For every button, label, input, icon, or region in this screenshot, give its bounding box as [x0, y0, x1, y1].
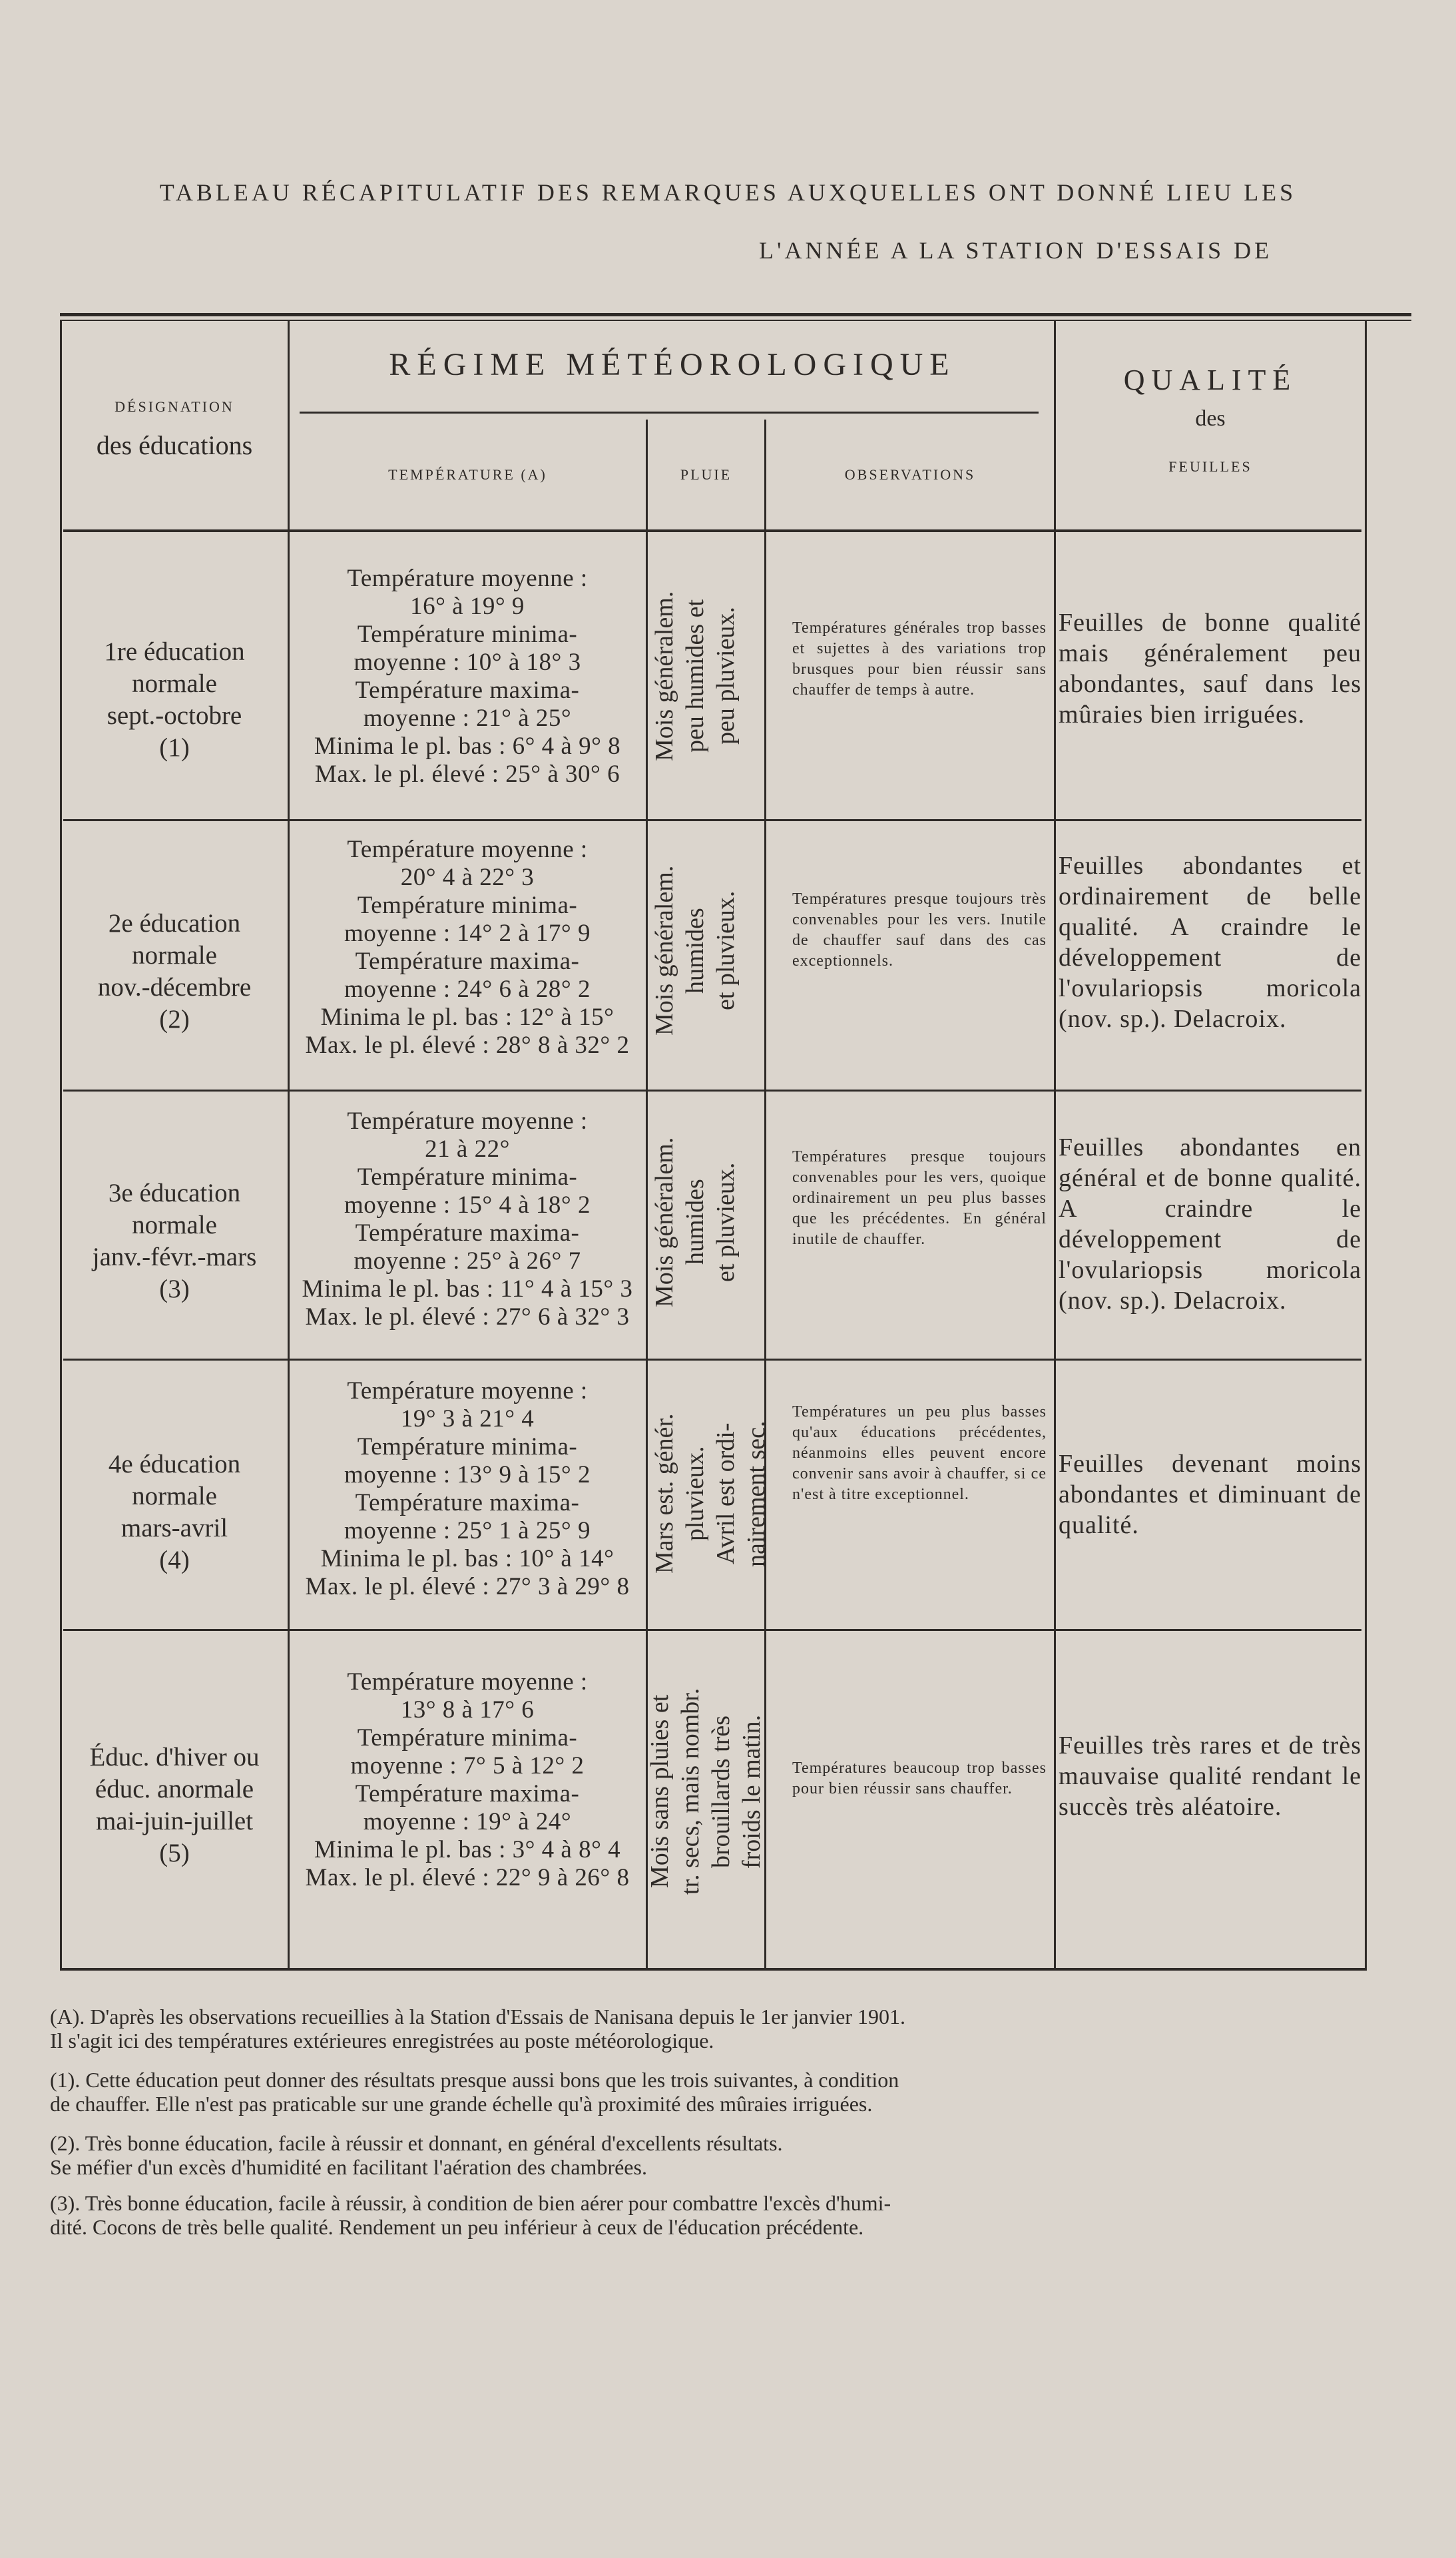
row-2-designation: 2e éducation normale nov.-décembre (2) [97, 909, 252, 1034]
row-5-designation: Éduc. d'hiver ou éduc. anormale mai-juin-juillet (5) [89, 1743, 260, 1867]
header-temperature: TEMPÉRATURE (A) [388, 466, 547, 483]
header-regime: RÉGIME MÉTÉOROLOGIQUE [389, 347, 956, 382]
table-right-border [1365, 321, 1367, 1969]
row-4-designation: 4e éducation normale mars-avril (4) [108, 1450, 241, 1574]
row-2-observations: Températures presque toujours très convenables pour les vers. Inutile de chauffer sauf dans des cas exceptionnels. [792, 890, 1047, 970]
col-sep-designation [288, 321, 290, 1968]
row-1-observations: Températures générales trop basses et sujettes à des variations trop brusques pour bien réussir sans chauffer de temps à autre. [792, 619, 1047, 699]
header-designation-top: DÉSIGNATION [115, 398, 234, 415]
row-5-observations: Températures beaucoup trop basses pour bien réussir sans chauffer. [792, 1759, 1047, 1797]
row-1-qualite: Feuilles de bonne qualité mais généralement peu abondantes, sauf dans les mûraies bien irriguées. [1059, 609, 1361, 729]
header-observations: OBSERVATIONS [844, 466, 976, 483]
header-qualite: QUALITÉ [1123, 364, 1298, 396]
header-designation-bottom: des éducations [96, 430, 253, 460]
row-3-qualite: Feuilles abondantes en général et de bonne qualité. A craindre le développement de l'ovulariopsis moricola (nov. sp.). Delacroix. [1059, 1133, 1361, 1315]
header-pluie: PLUIE [680, 466, 732, 483]
footnote-1: (1). Cette éducation peut donner des résultats presque aussi bons que les trois suivantes, à condition de chauffer. Elle n'est pas praticable sur une grande échelle qu'à proximité des mûraies irriguées. [50, 2068, 899, 2116]
footnote-a: (A). D'après les observations recueillies à la Station d'Essais de Nanisana depuis le 1er janvier 1901. Il s'agit ici des températures extérieures enregistrées au poste météorologique. [50, 2005, 905, 2053]
row-5-qualite: Feuilles très rares et de très mauvaise qualité rendant le succès très aléatoire. [1059, 1732, 1361, 1821]
table-bottom-rule [60, 1968, 1367, 1971]
row-sep-1 [63, 819, 1361, 821]
footnote-3: (3). Très bonne éducation, facile à réussir, à condition de bien aérer pour combattre l'excès d'humi- dité. Cocons de très belle qualité. Rendement un peu inférieur à ceux de l'éducation précédente. [50, 2191, 891, 2239]
row-3-designation: 3e éducation normale janv.-févr.-mars (3) [92, 1179, 257, 1303]
col-sep-observations [1054, 321, 1056, 1968]
row-5-temperature: Température moyenne : 13° 8 à 17° 6 Température minima- moyenne : 7° 5 à 12° 2 Température maxima- moyenne : 19° à 24° Minima le pl. bas : 3° 4 à 8° 4 Max. le pl. élevé : 22° 9 à 26° 8 [305, 1668, 630, 1891]
row-sep-3 [63, 1359, 1361, 1361]
row-3-temperature: Température moyenne : 21 à 22° Température minima- moyenne : 15° 4 à 18° 2 Température maxima- moyenne : 25° à 26° 7 Minima le pl. bas : 11° 4 à 15° 3 Max. le pl. élevé : 27° 6 à 32° 3 [302, 1108, 633, 1331]
row-sep-2 [63, 1090, 1361, 1092]
footnote-2: (2). Très bonne éducation, facile à réussir et donnant, en général d'excellents résultats. Se méfier d'un excès d'humidité en facilitant l'aération des chambrées. [50, 2131, 783, 2179]
row-3-pluie: Mois généralem. humides et pluvieux. [650, 1137, 740, 1307]
row-1-pluie: Mois généralem. peu humides et peu pluvieux. [650, 591, 740, 761]
header-feuilles: FEUILLES [1168, 458, 1252, 475]
row-2-qualite: Feuilles abondantes et ordinairement de belle qualité. A craindre le développement de l'ovulariopsis moricola (nov. sp.). Delacroix. [1059, 852, 1361, 1033]
row-2-pluie: Mois généralem. humides et pluvieux. [650, 865, 740, 1036]
row-4-pluie: Mars est. génér. pluvieux. Avril est ordi- nairement sec. [650, 1413, 770, 1574]
row-3-observations: Températures presque toujours convenables pour les vers, quoique ordinairement un peu plus basses que les précédentes. En général inutile de chauffer. [792, 1148, 1047, 1248]
row-sep-4 [63, 1629, 1361, 1631]
row-4-observations: Températures un peu plus basses qu'aux éducations précédentes, néanmoins elles peuvent encore convenir sans avoir à chauffer, si ce n'est à titre exceptionnel. [792, 1403, 1047, 1503]
header-bottom-rule [63, 529, 1361, 532]
row-2-temperature: Température moyenne : 20° 4 à 22° 3 Température minima- moyenne : 14° 2 à 17° 9 Température maxima- moyenne : 24° 6 à 28° 2 Minima le pl. bas : 12° à 15° Max. le pl. élevé : 28° 8 à 32° 2 [305, 836, 630, 1059]
table-title-line-1: TABLEAU RÉCAPITULATIF DES REMARQUES AUXQUELLES ONT DONNÉ LIEU LES [159, 179, 1297, 206]
table-title-line-2: L'ANNÉE A LA STATION D'ESSAIS DE [759, 237, 1273, 264]
table-left-border [60, 321, 62, 1969]
table-top-rule [60, 313, 1411, 316]
header-regime-underline [300, 412, 1039, 414]
table-top-rule-thin [60, 320, 1411, 321]
row-1-temperature: Température moyenne : 16° à 19° 9 Température minima- moyenne : 10° à 18° 3 Température maxima- moyenne : 21° à 25° Minima le pl. bas : 6° 4 à 9° 8 Max. le pl. élevé : 25° à 30° 6 [314, 565, 621, 788]
row-1-designation: 1re éducation normale sept.-octobre (1) [104, 637, 245, 762]
header-qualite-des: des [1195, 406, 1226, 431]
row-4-qualite: Feuilles devenant moins abondantes et diminuant de qualité. [1059, 1450, 1361, 1539]
row-5-pluie: Mois sans pluies et tr. secs, mais nombr. brouillards très froids le matin. [646, 1688, 766, 1895]
row-4-temperature: Température moyenne : 19° 3 à 21° 4 Température minima- moyenne : 13° 9 à 15° 2 Température maxima- moyenne : 25° 1 à 25° 9 Minima le pl. bas : 10° à 14° Max. le pl. élevé : 27° 3 à 29° 8 [305, 1377, 630, 1600]
